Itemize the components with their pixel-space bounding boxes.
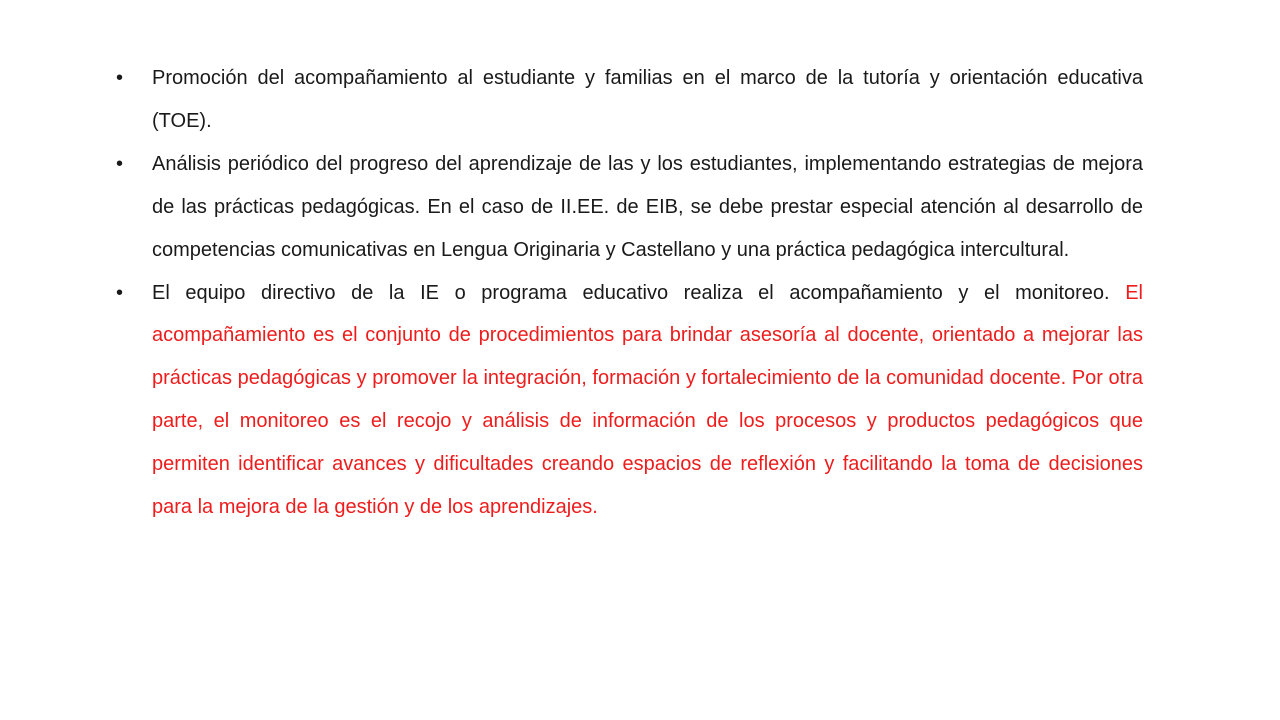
bullet-item-analisis [116,143,1143,272]
bullet-item-equipo-directivo [116,272,1143,529]
bullet-text [152,57,1143,143]
bullet-item-tutoria [116,57,1143,143]
bullet-list [116,57,1143,529]
bullet-text-main: El equipo directivo de la IE o programa educativo realiza el acompañamiento y el monitoreo. [152,281,1110,304]
bullet-icon: • [116,152,124,175]
bullet-text-highlight: El acompañamiento es el conjunto de procedimientos para brindar asesoría al docente, orientado a mejorar las prácticas pedagógicas y promover la integración, formación y fortalecimiento de la comunidad docente. Por otra parte, el monitoreo es el recojo y análisis de información de los procesos y productos pedagógicos que permiten identificar avances y dificultades creando espacios de reflexión y facilitando la toma de decisiones para la mejora de la gestión y de los aprendizajes. [152,281,1143,519]
bullet-text [152,143,1143,272]
bullet-icon: • [116,67,124,89]
bullet-icon: • [116,281,124,304]
bullet-text-main: Análisis periódico del progreso del aprendizaje de las y los estudiantes, implementando estrategias de mejora de las prácticas pedagógicas. En el caso de II.EE. de EIB, se debe prestar especial atención al desarrollo de competencias comunicativas en Lengua Originaria y Castellano y una práctica pedagógica intercultural. [152,152,1143,261]
bullet-text-main: Promoción del acompañamiento al estudiante y familias en el marco de la tutoría y orientación educativa (TOE). [152,67,1143,132]
bullet-text [152,272,1143,529]
